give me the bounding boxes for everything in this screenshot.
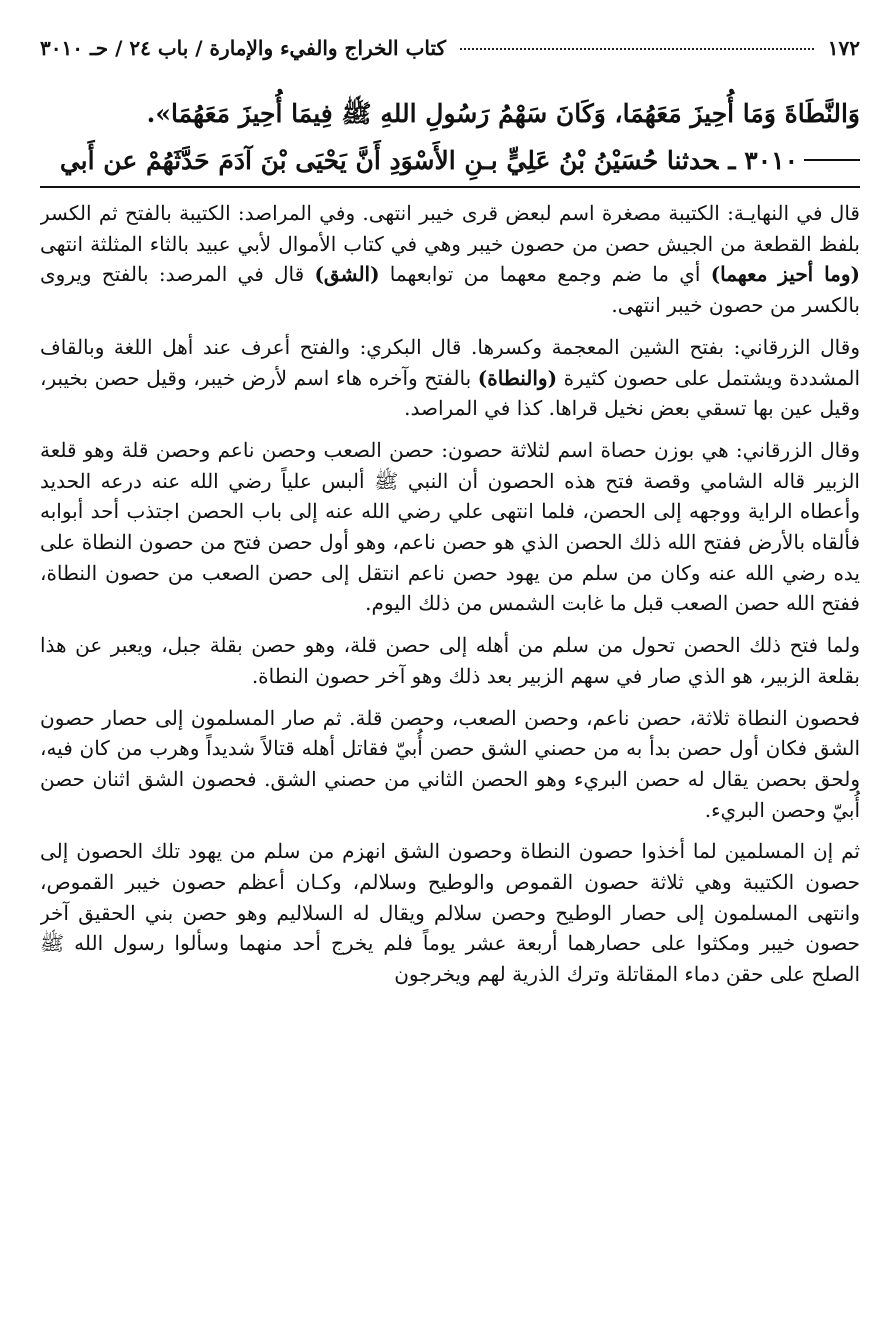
hadith-number: ٣٠١٠ ـ [728, 146, 798, 175]
running-title: كتاب الخراج والفيء والإمارة / باب ٢٤ / حـ ٣٠١٠ [40, 36, 447, 60]
paragraph-text: أي ما ضم وجمع معهما من توابعهما [379, 262, 711, 287]
paragraph-text: قال في النهايـة: الكتيبة مصغرة اسم لبعض قرى خيبر انتهى. وفي المراصد: الكتيبة بالفتح ثم الكسر بلفظ القطعة من الجيش حصن من حصون خيبر وهي في كتاب الأموال لأبي عبيد بالثاء المثلثة انتهى [40, 201, 860, 256]
commentary-paragraph [40, 836, 860, 990]
footnote-separator [40, 186, 860, 188]
bold-term: (الشق) [314, 262, 380, 287]
commentary-paragraph [40, 435, 860, 619]
header-dot-leader [460, 48, 814, 50]
book-page [40, 36, 860, 1326]
hadith-line-2 [40, 137, 860, 184]
paragraph-text: ولما فتح ذلك الحصن تحول من سلم من أهله إلى حصن قلة، وهو حصن بقلة جبل، ويعبر عن هذا بقلعة الزبير، هو الذي صار في سهم الزبير بعد ذلك وهو آخر حصون النطاة. [40, 633, 860, 688]
commentary-paragraph [40, 703, 860, 826]
hadith-line-1: وَالنَّطَاةَ وَمَا أُحِيزَ مَعَهُمَا، وَكَانَ سَهْمُ رَسُولِ اللهِ ﷺ فِيمَا أُحِيزَ مَعَهُمَا». [146, 99, 860, 128]
bold-term: (والنطاة) [477, 365, 558, 390]
commentary-paragraph [40, 630, 860, 691]
commentary-paragraph [40, 198, 860, 321]
paragraph-text: وقال الزرقاني: بفتح الشين المعجمة وكسرها. قال البكري: والفتح أعرف عند أهل اللغة وبالقاف المشددة ويشتمل على حصون كثيرة [40, 334, 860, 390]
commentary [40, 198, 860, 990]
hadith-dash [804, 159, 860, 161]
paragraph-text: ثم إن المسلمين لما أخذوا حصون النطاة وحصون الشق انهزم من سلم من يهود تلك الحصون إلى حصون الكتيبة وهي ثلاثة حصون القموص والوطيح وسلالم، وكـان أعظم حصون خيبر القموص، وانتهى المسلمون إلى حصار الوطيح وحصن سلالم ويقال له السلاليم وهو حصن بني الحقيق آخر حصون خيبر ومكثوا على حصارهما أربعة عشر يوماً فلم يخرج أحد منهما وسألوا رسول الله ﷺ الصلح على حقن دماء المقاتلة وترك الذرية لهم ويخرجون [40, 839, 860, 987]
running-header [40, 36, 860, 76]
commentary-paragraph [40, 332, 860, 424]
paragraph-text: بالفتح وآخره هاء اسم لأرض خيبر، وقيل حصن بخيبر، وقيل عين بها تسقي بعض نخيل قراها. كذا في المراصد. [40, 365, 860, 421]
bold-term: (وما أحيز معهما) [710, 262, 860, 287]
paragraph-text: قال في المرصد: بالفتح ويروى بالكسر من حصون خيبر انتهى. [40, 262, 860, 318]
page-number: ١٧٢ [827, 36, 860, 60]
paragraph-text: وقال الزرقاني: هي بوزن حصاة اسم لثلاثة حصون: حصن الصعب وحصن ناعم وحصن قلة وهو قلعة الزبير قاله الشامي وقصة فتح هذه الحصون أن النبي ﷺ ألبس علياً رضي الله عنه درعه الحديد وأعطاه الراية ووجهه إلى الحصن، فلما انتهى علي رضي الله عنه إلى باب الحصن اجتذب أحد أبوابه فألقاه بالأرض ففتح الله ذلك الحصن الذي هو حصن ناعم، وهو أول حصن فتح من حصون النطاة على يده رضي الله عنه وكان من سلم من يهود حصن ناعم انتقل إلى حصن الصعب من حصون النطاة، ففتح الله حصن الصعب قبل ما غابت الشمس من ذلك اليوم. [40, 437, 860, 616]
hadith-text [40, 90, 860, 184]
hadith-isnad: حدثنا حُسَيْنُ بْنُ عَلِيٍّ بـنِ الأَسْوَدِ أَنَّ يَحْيَى بْنَ آدَمَ حَدَّثَهُمْ عن أَبي [59, 146, 719, 175]
paragraph-text: فحصون النطاة ثلاثة، حصن ناعم، وحصن الصعب، وحصن قلة. ثم صار المسلمون إلى حصار حصون الشق فكان أول حصن بدأ به من حصني الشق حصن أُبيّ فقاتل أهله قتالاً شديداً وهرب من كان فيه، ولحق بحصن يقال له حصن البريء وهو الحصن الثاني من حصني الشق. فحصون الشق اثنان حصن أُبيّ وحصن البريء. [40, 705, 860, 822]
